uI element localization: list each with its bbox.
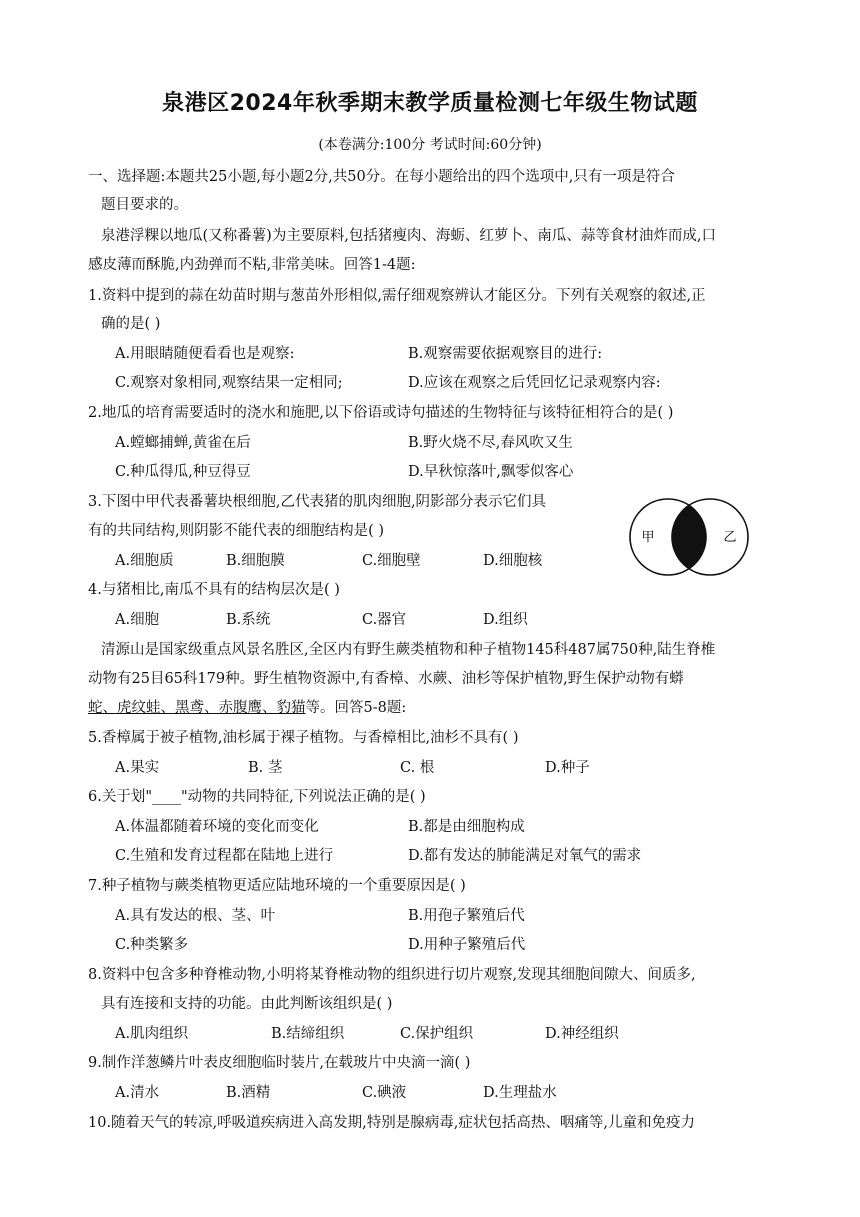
question-4-option-c: C.器官 [362,612,407,628]
question-2-stem: 2.地瓜的培育需要适时的浇水和施肥,以下俗语或诗句描述的生物特征与该特征相符合的是( ) [88,405,674,421]
section-heading-cont: 题目要求的。 [101,197,188,213]
question-9-option-b: B.酒精 [226,1085,271,1101]
question-6-option-b: B.都是由细胞构成 [408,819,525,835]
question-9-option-d: D.生理盐水 [483,1085,557,1101]
question-1-option-b: B.观察需要依据观察目的进行: [408,346,603,362]
question-4-option-a: A.细胞 [115,612,160,628]
passage-1-line-2: 感皮薄而酥脆,内劲弹而不粘,非常美味。回答1-4题: [88,257,416,273]
question-9-option-c: C.碘液 [362,1085,407,1101]
question-3-option-c: C.细胞壁 [362,553,421,569]
question-1-stem: 1.资料中提到的蒜在幼苗时期与葱苗外形相似,需仔细观察辨认才能区分。下列有关观察的叙述,正 [88,288,706,304]
question-3-stem: 3.下图中甲代表番薯块根细胞,乙代表猪的肌肉细胞,阴影部分表示它们具 [88,494,547,510]
question-6-stem [88,787,426,807]
question-6-option-c: C.生殖和发育过程都在陆地上进行 [115,848,334,864]
question-6-blank: ____ [152,789,182,805]
question-6-stem-post: "动物的共同特征,下列说法正确的是( ) [181,789,426,805]
question-5-option-b: B. 茎 [248,760,283,776]
question-5-stem: 5.香樟属于被子植物,油杉属于裸子植物。与香樟相比,油杉不具有( ) [88,730,519,746]
question-6-option-d: D.都有发达的肺能满足对氧气的需求 [408,848,642,864]
question-8-option-a: A.肌肉组织 [115,1026,189,1042]
passage-1-line-1: 泉港浮粿以地瓜(又称番薯)为主要原料,包括猪瘦肉、海蛎、红萝卜、南瓜、蒜等食材油炸而成,口 [101,228,717,244]
question-3-option-d: D.细胞核 [483,553,543,569]
question-1-option-c: C.观察对象相同,观察结果一定相同; [115,375,343,391]
passage-2-line-1: 清源山是国家级重点风景名胜区,全区内有野生蕨类植物和种子植物145科487属750种,陆生脊椎 [101,642,716,658]
question-8-stem-cont: 具有连接和支持的功能。由此判断该组织是( ) [101,996,393,1012]
question-8-stem: 8.资料中包含多种脊椎动物,小明将某脊椎动物的组织进行切片观察,发现其细胞间隙大、间质多, [88,967,696,983]
question-5-option-d: D.种子 [545,760,590,776]
section-heading: 一、选择题:本题共25小题,每小题2分,共50分。在每小题给出的四个选项中,只有一项是符合 [88,169,675,185]
question-6-option-a: A.体温都随着环境的变化而变化 [115,819,319,835]
page-subtitle: (本卷满分:100分 考试时间:60分钟) [318,137,542,153]
question-1-option-d: D.应该在观察之后凭回忆记录观察内容: [408,375,661,391]
question-3-stem-cont: 有的共同结构,则阴影不能代表的细胞结构是( ) [88,523,385,539]
passage-2-line-2: 动物有25目65科179种。野生植物资源中,有香樟、水蕨、油杉等保护植物,野生保护动物有蟒 [88,671,684,687]
passage-2-line-3-rest: 等。回答5-8题: [305,700,407,716]
question-4-option-d: D.组织 [483,612,528,628]
question-3-option-a: A.细胞质 [115,553,174,569]
venn-label-right: 乙 [723,530,737,545]
question-2-option-b: B.野火烧不尽,春风吹又生 [408,435,573,451]
passage-2-line-3 [88,698,406,718]
question-7-option-c: C.种类繁多 [115,937,189,953]
question-7-option-b: B.用孢子繁殖后代 [408,908,525,924]
venn-label-left: 甲 [641,530,655,545]
question-9-stem: 9.制作洋葱鳞片叶表皮细胞临时装片,在载玻片中央滴一滴( ) [88,1055,471,1071]
question-9-option-a: A.清水 [115,1085,160,1101]
question-7-stem: 7.种子植物与蕨类植物更适应陆地环境的一个重要原因是( ) [88,878,466,894]
question-4-option-b: B.系统 [226,612,271,628]
question-7-option-d: D.用种子繁殖后代 [408,937,526,953]
question-10-stem: 10.随着天气的转凉,呼吸道疾病进入高发期,特别是腺病毒,症状包括高热、咽痛等,儿童和免疫力 [88,1115,695,1131]
question-3-option-b: B.细胞膜 [226,553,285,569]
question-2-option-a: A.螳螂捕蝉,黄雀在后 [115,435,251,451]
venn-diagram [614,497,764,577]
question-6-stem-pre: 6.关于划" [88,789,153,805]
question-7-option-a: A.具有发达的根、茎、叶 [115,908,276,924]
question-8-option-c: C.保护组织 [400,1026,474,1042]
question-5-option-c: C. 根 [400,760,435,776]
question-1-stem-cont: 确的是( ) [101,316,161,332]
page-title: 泉港区2024年秋季期末教学质量检测七年级生物试题 [162,91,698,116]
question-4-stem: 4.与猪相比,南瓜不具有的结构层次是( ) [88,582,340,598]
question-2-option-d: D.早秋惊落叶,飘零似客心 [408,464,574,480]
underlined-animals: 蛇、虎纹蛙、黑鸢、赤腹鹰、豹猫 [88,700,306,716]
question-1-option-a: A.用眼睛随便看看也是观察: [115,346,295,362]
question-8-option-d: D.神经组织 [545,1026,619,1042]
question-8-option-b: B.结缔组织 [271,1026,345,1042]
question-5-option-a: A.果实 [115,760,160,776]
question-2-option-c: C.种瓜得瓜,种豆得豆 [115,464,251,480]
